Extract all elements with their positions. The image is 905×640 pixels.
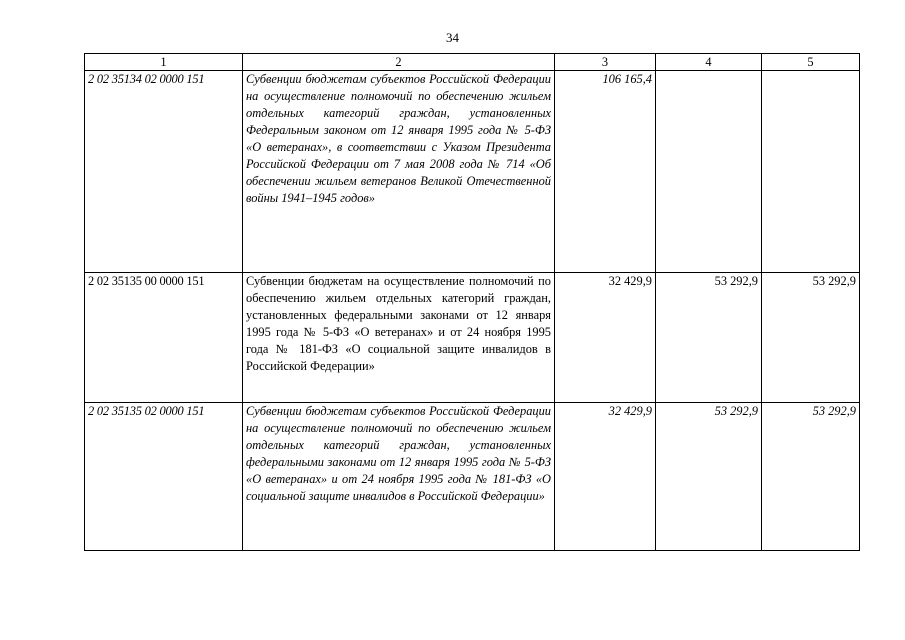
amount-cell-col5: 53 292,9 [762, 403, 860, 551]
column-header: 1 [85, 54, 243, 71]
amount-cell-col5: 53 292,9 [762, 273, 860, 403]
table-row [85, 71, 860, 273]
amount-cell-col4: 53 292,9 [656, 403, 762, 551]
budget-code-cell: 2 02 35134 02 0000 151 [85, 71, 243, 273]
table-row [85, 273, 860, 403]
description-cell: Субвенции бюджетам субъектов Российской Федерации на осуществление полномочий по обеспечению жильем отдельных категорий граждан, установленных федеральными законами от 12 января 1995 года № 5-ФЗ «О ветеранах» и от 24 ноября 1995 года № 181-ФЗ «О социальной защите инвалидов в Российской Федерации» [243, 403, 555, 551]
budget-code-cell: 2 02 35135 00 0000 151 [85, 273, 243, 403]
budget-table [84, 53, 860, 551]
description-cell: Субвенции бюджетам на осуществление полномочий по обеспечению жильем отдельных категорий граждан, установленных федеральными законами от 12 января 1995 года № 5-ФЗ «О ветеранах» и от 24 ноября 1995 года № 181-ФЗ «О социальной защите инвалидов в Российской Федерации» [243, 273, 555, 403]
column-header: 4 [656, 54, 762, 71]
amount-cell-col3: 32 429,9 [555, 273, 656, 403]
column-header: 3 [555, 54, 656, 71]
amount-cell-col3: 32 429,9 [555, 403, 656, 551]
description-cell: Субвенции бюджетам субъектов Российской Федерации на осуществление полномочий по обеспечению жильем отдельных категорий граждан, установленных Федеральным законом от 12 января 1995 года № 5-ФЗ «О ветеранах», в соответствии с Указом Президента Российской Федерации от 7 мая 2008 года № 714 «Об обеспечении жильем ветеранов Великой Отечественной войны 1941–1945 годов» [243, 71, 555, 273]
amount-cell-col5 [762, 71, 860, 273]
amount-cell-col4: 53 292,9 [656, 273, 762, 403]
table-row [85, 403, 860, 551]
budget-code-cell: 2 02 35135 02 0000 151 [85, 403, 243, 551]
column-header: 2 [243, 54, 555, 71]
column-header: 5 [762, 54, 860, 71]
amount-cell-col3: 106 165,4 [555, 71, 656, 273]
page-number: 34 [446, 30, 459, 45]
table-header-row [85, 54, 860, 71]
amount-cell-col4 [656, 71, 762, 273]
